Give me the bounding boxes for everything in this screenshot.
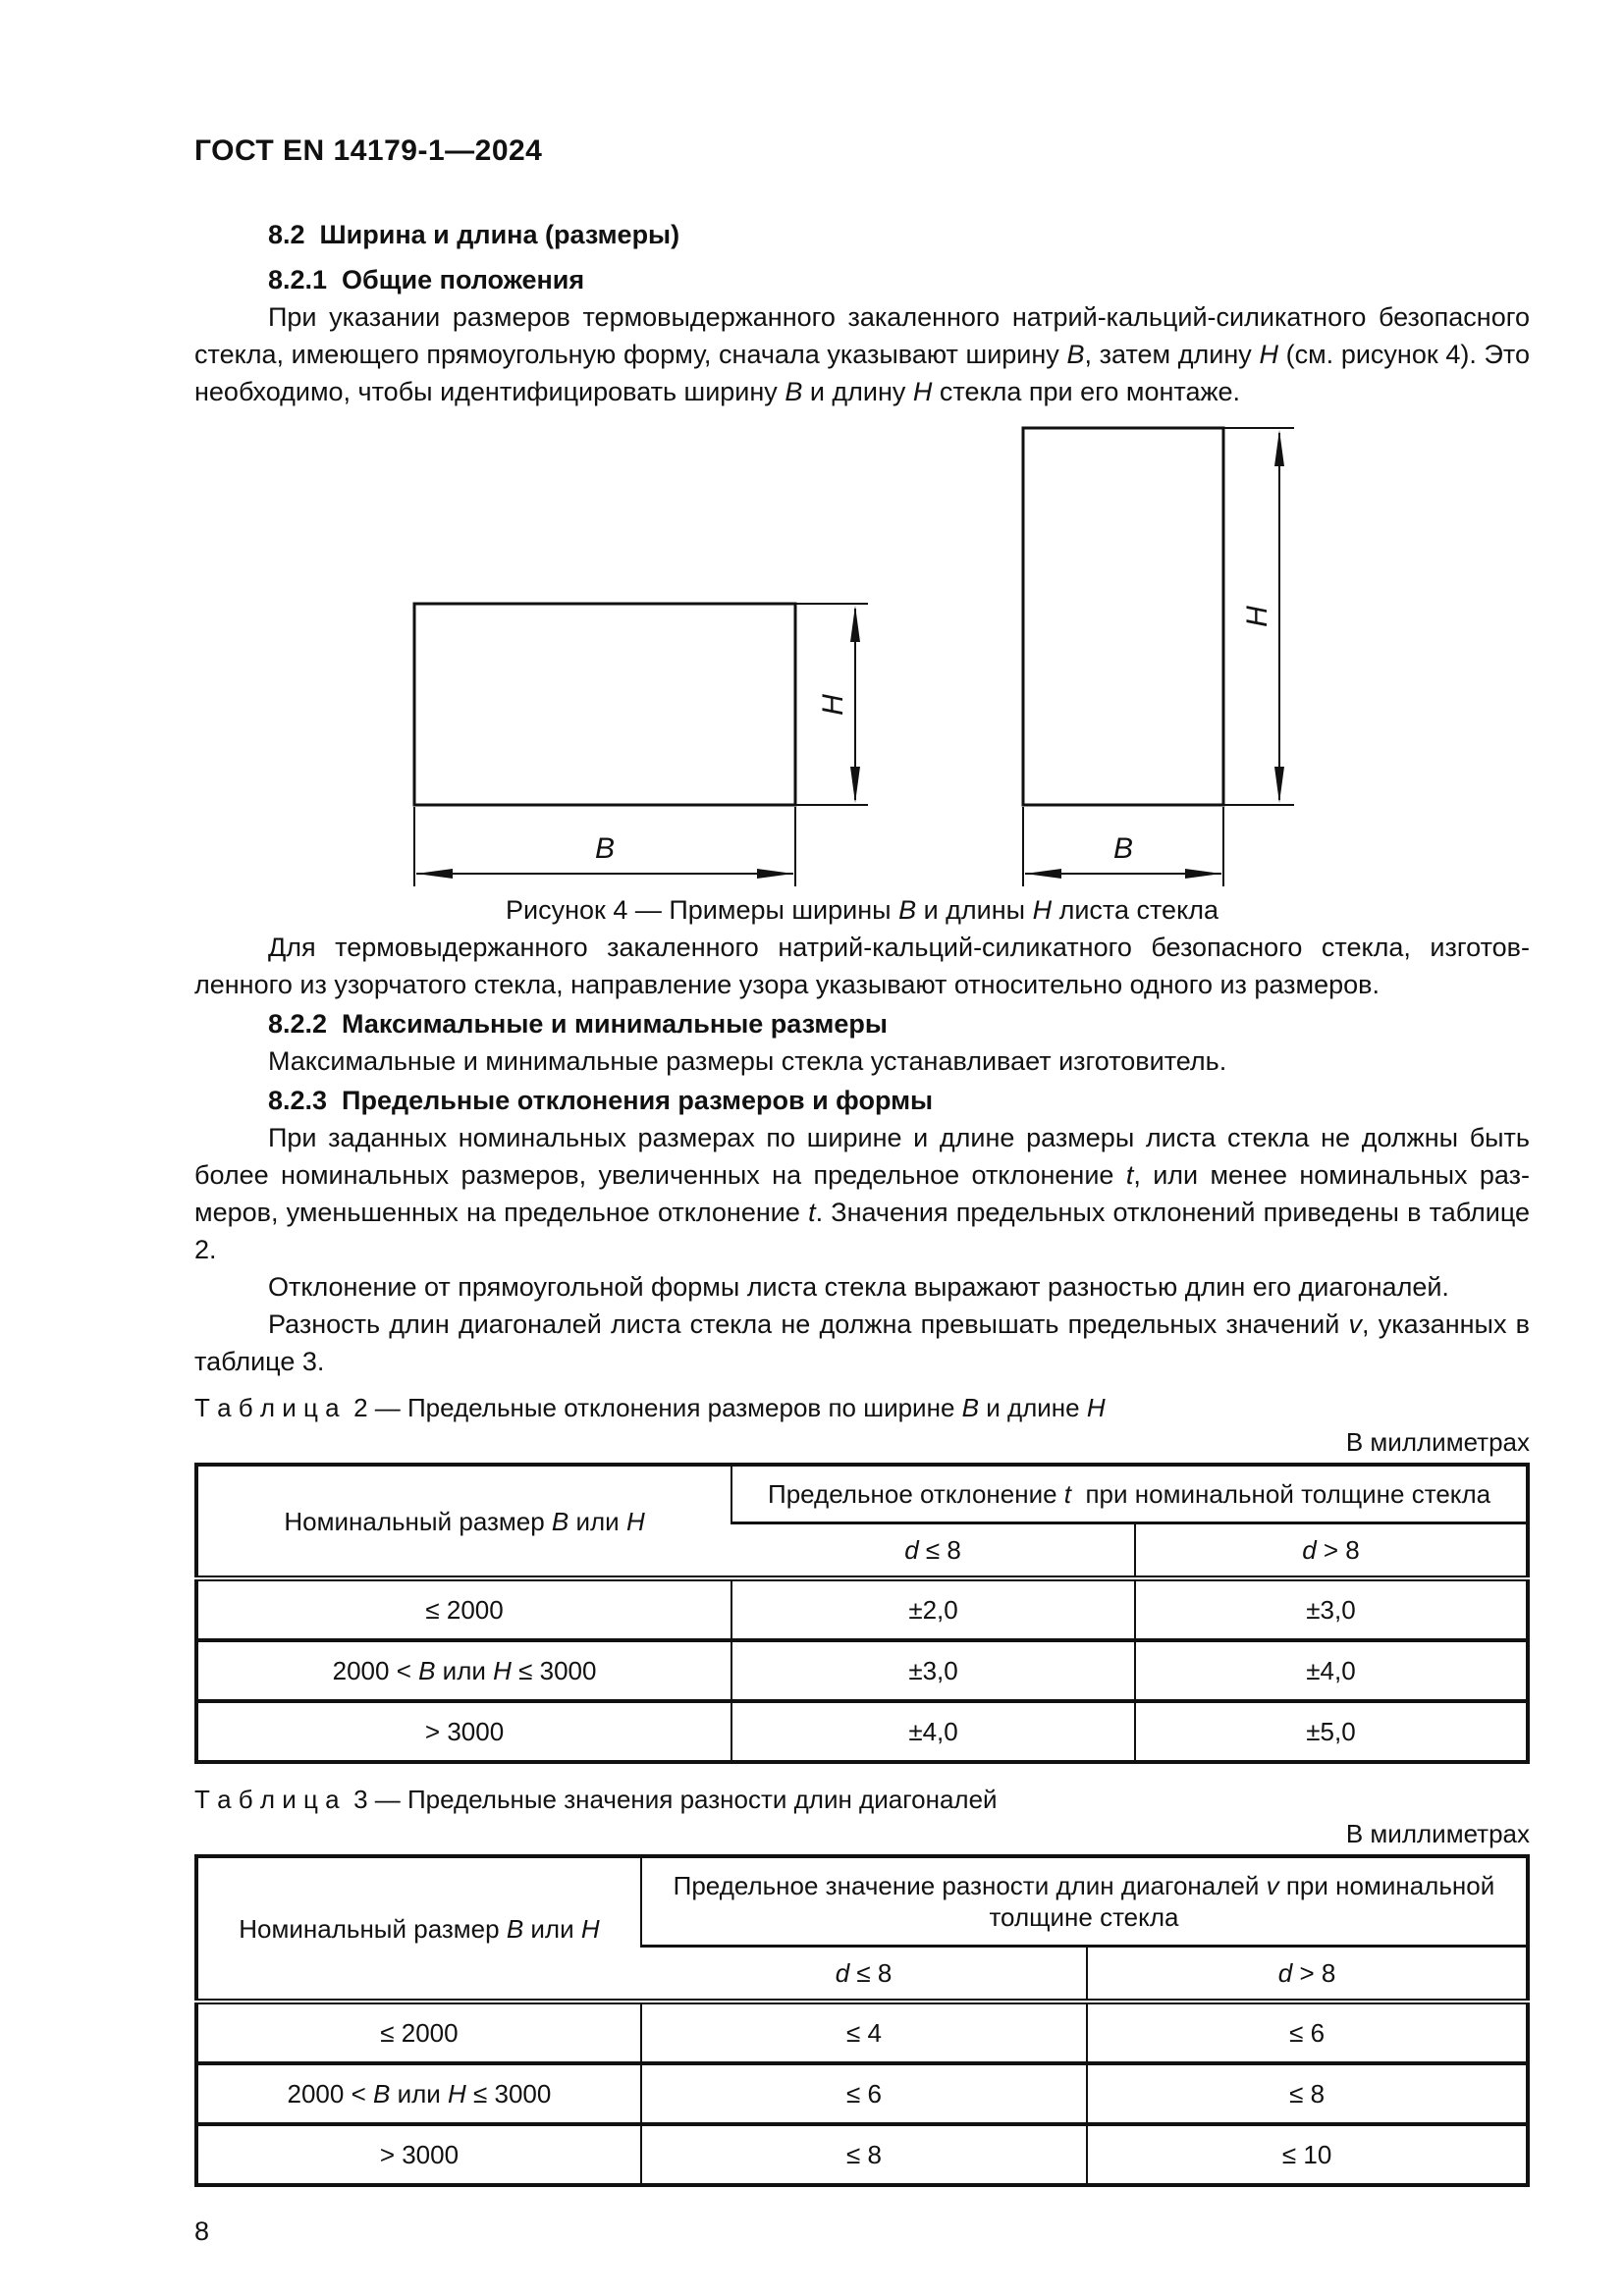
arrowhead-up — [1274, 430, 1284, 466]
table-cell: 2000 < В или Н ≤ 3000 — [196, 1640, 731, 1701]
table-header-cell: Предельное отклонение t при номинальной толщине стекла — [731, 1465, 1528, 1523]
table-header-row — [196, 1465, 1528, 1523]
heading-8-2: 8.2 Ширина и длина (размеры) — [268, 220, 680, 249]
table-header-row — [196, 1856, 1528, 1947]
table-header-cell: d ≤ 8 — [641, 1947, 1087, 2002]
table-cell: ≤ 6 — [1087, 2002, 1528, 2063]
heading-8-2-1: 8.2.1 Общие положения — [268, 265, 585, 294]
table-3-title: Т а б л и ц а 3 — Предельные значения разности длин диагоналей — [194, 1785, 998, 1814]
glass-sheet-portrait — [1023, 428, 1294, 886]
table-header-cell: Номинальный размер В или Н — [196, 1465, 731, 1578]
table-cell: ≤ 10 — [1087, 2124, 1528, 2185]
table-cell: ≤ 4 — [641, 2002, 1087, 2063]
table-3 — [194, 1854, 1530, 2187]
table-row — [196, 1578, 1528, 1640]
arrowhead-down — [850, 767, 860, 803]
table-cell: ≤ 8 — [641, 2124, 1087, 2185]
page-number: 8 — [194, 2216, 210, 2246]
paragraph-max-min: Максимальные и минимальные размеры стекла устанавливает изготовитель. — [268, 1046, 1227, 1076]
table-row — [196, 2124, 1528, 2185]
table-cell: ±5,0 — [1135, 1701, 1528, 1762]
page-header: ГОСТ EN 14179-1—2024 — [194, 134, 543, 167]
table-row — [196, 2063, 1528, 2124]
table-cell: > 3000 — [196, 1701, 731, 1762]
label-H-right: H — [1241, 606, 1273, 627]
table-2-head — [196, 1465, 1528, 1578]
table-cell: ≤ 2000 — [196, 1578, 731, 1640]
table-3-head — [196, 1856, 1528, 2002]
table-row — [196, 1640, 1528, 1701]
table-2-unit: В миллиметрах — [1345, 1427, 1530, 1457]
table-cell: ±4,0 — [731, 1701, 1135, 1762]
table-cell: ±3,0 — [731, 1640, 1135, 1701]
table-cell: > 3000 — [196, 2124, 641, 2185]
label-B-right: B — [1112, 832, 1134, 865]
figure-4-caption: Рисунок 4 — Примеры ширины В и длины Н листа стекла — [506, 895, 1218, 925]
figure-4 — [0, 410, 1624, 929]
glass-outline-portrait — [1023, 428, 1223, 805]
table-cell: ≤ 8 — [1087, 2063, 1528, 2124]
table-3-unit: В миллиметрах — [1345, 1819, 1530, 1848]
arrowhead-left — [1025, 869, 1061, 879]
table-header-cell: d > 8 — [1135, 1523, 1528, 1579]
table-cell: ≤ 2000 — [196, 2002, 641, 2063]
heading-8-2-2: 8.2.2 Максимальные и минимальные размеры — [268, 1009, 888, 1039]
table-cell: ±4,0 — [1135, 1640, 1528, 1701]
paragraph-tolerances: При заданных номинальных размерах по ширине и длине размеры листа стекла не должны быть более номинальных размеров, увеличенных на предельное отклонение t, или менее номинальных размеров, уменьшенных на предельное отклонение t. Значения предельных отклонений приведены в таблице 2. — [194, 1123, 1531, 1264]
arrowhead-down — [1274, 767, 1284, 803]
paragraph-general: При указании размеров термовыдержанного закаленного натрий-кальций-силикатного безопасного стекла, имеющего прямоугольную форму, сначала указывают ширину В, затем длину Н (см. рисунок 4). Это необходимо, чтобы идентифицировать ширину В и длину Н стекла при его монтаже. — [194, 302, 1530, 406]
arrowhead-up — [850, 606, 860, 642]
table-header-cell: d > 8 — [1087, 1947, 1528, 2002]
table-row — [196, 1701, 1528, 1762]
table-3-body — [196, 2002, 1528, 2185]
arrowhead-right — [1185, 869, 1221, 879]
label-H-left: H — [817, 694, 849, 716]
label-B-left: B — [594, 832, 616, 865]
table-header-cell: d ≤ 8 — [731, 1523, 1135, 1579]
figure-4-drawing — [0, 410, 1624, 891]
table-2-body — [196, 1578, 1528, 1762]
glass-outline-landscape — [414, 604, 795, 805]
table-header-cell: Предельное значение разности длин диагоналей v при номинальной толщине стекла — [641, 1856, 1528, 1947]
heading-8-2-3: 8.2.3 Предельные отклонения размеров и формы — [268, 1086, 934, 1115]
table-cell: ±3,0 — [1135, 1578, 1528, 1640]
paragraph-diagonals: Разность длин диагоналей листа стекла не должна превышать предельных значений v, указанных в таблице 3. — [194, 1309, 1530, 1376]
table-2-title: Т а б л и ц а 2 — Предельные отклонения размеров по ширине В и длине Н — [194, 1393, 1106, 1422]
table-row — [196, 2002, 1528, 2063]
table-header-cell: Номинальный размер В или Н — [196, 1856, 641, 2002]
table-cell: 2000 < В или Н ≤ 3000 — [196, 2063, 641, 2124]
table-cell: ≤ 6 — [641, 2063, 1087, 2124]
arrowhead-left — [416, 869, 453, 879]
paragraph-patterned-glass: Для термовыдержанного закаленного натрий-кальций-силикатного безопасного стекла, изготовленного из узорчатого стекла, направление узора указывают относительно одного из размеров. — [194, 933, 1530, 999]
table-2 — [194, 1463, 1530, 1764]
arrowhead-right — [757, 869, 793, 879]
paragraph-rect-deviation: Отклонение от прямоугольной формы листа стекла выражают разностью длин его диагоналей. — [268, 1272, 1449, 1302]
table-cell: ±2,0 — [731, 1578, 1135, 1640]
glass-sheet-landscape — [414, 604, 868, 886]
